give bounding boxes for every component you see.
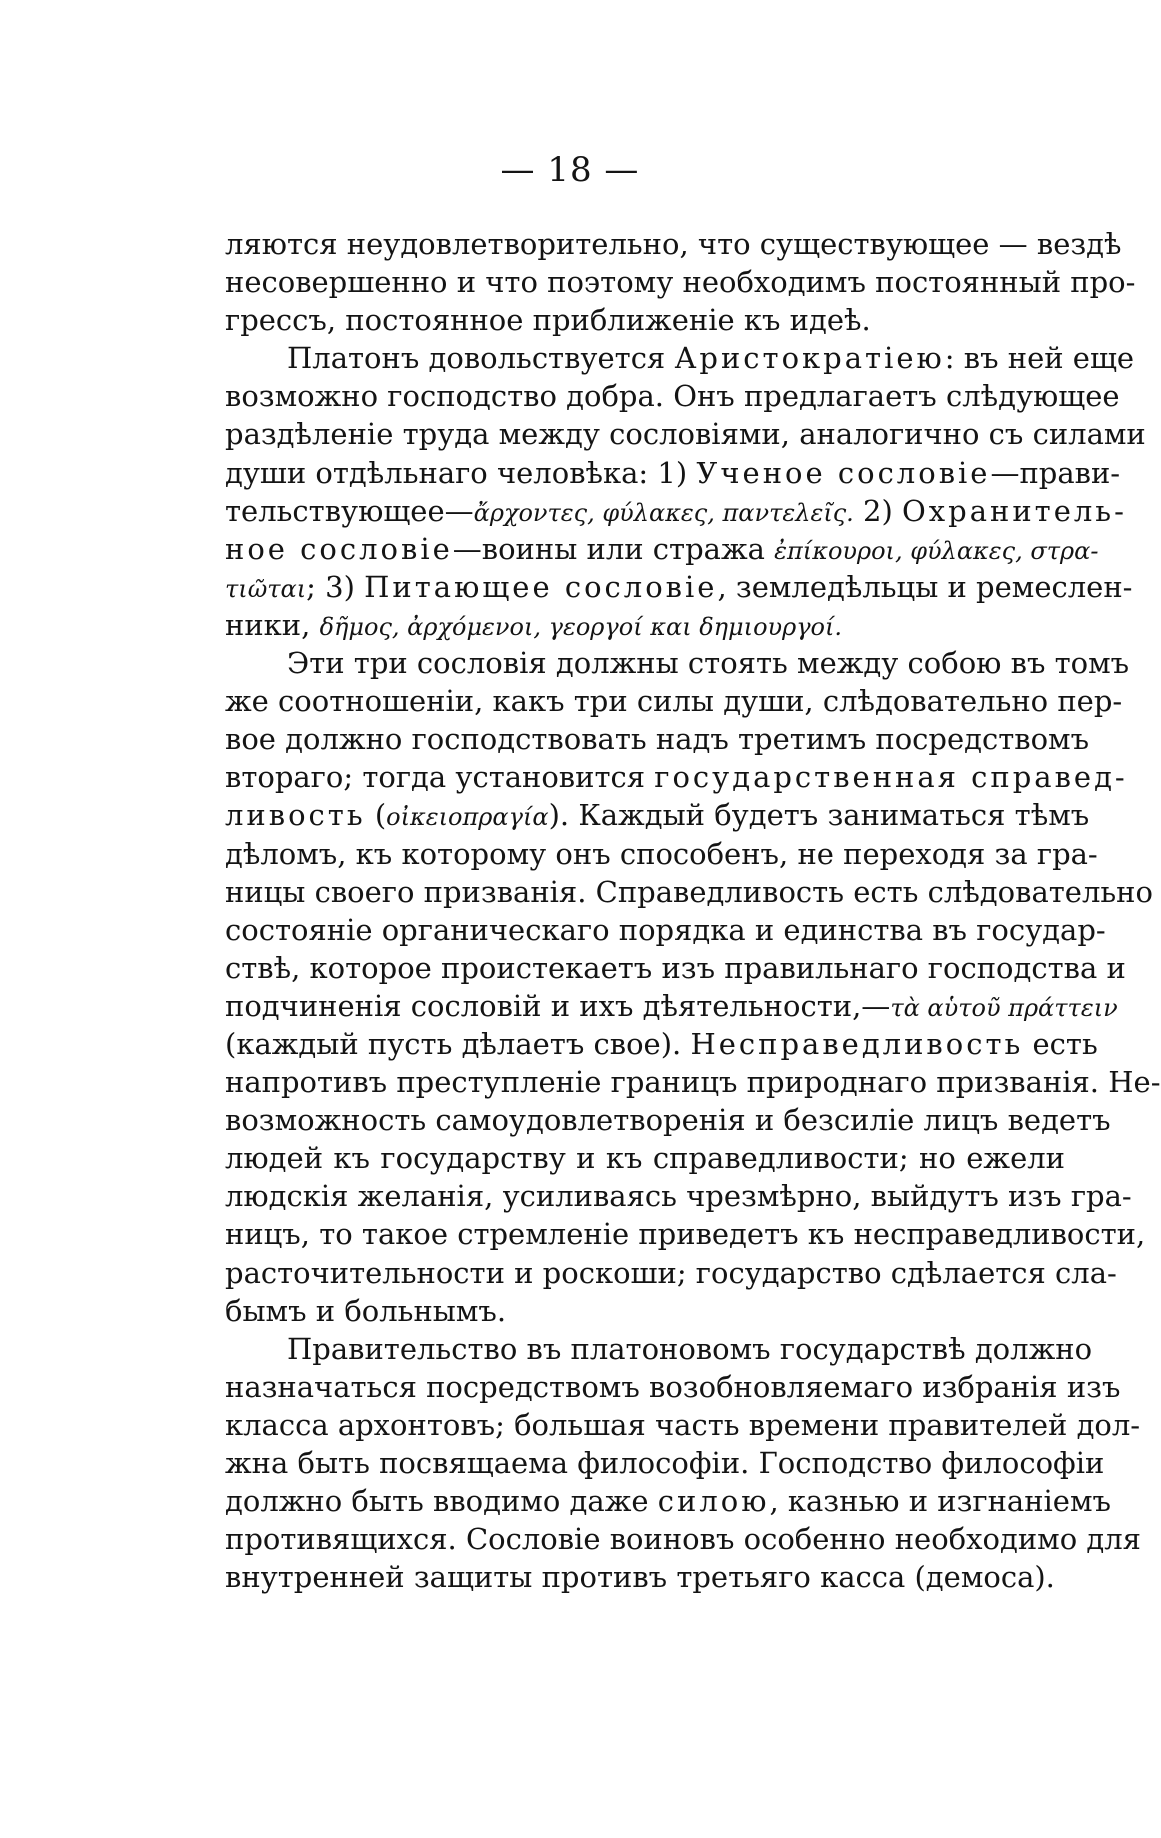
text-run: 2): [853, 493, 903, 528]
text-run: должно быть вводимо даже: [225, 1484, 658, 1519]
greek-phrase: ἐπίκουροι, φύλακες, στρα-: [774, 536, 1099, 565]
text-run: , земледѣльцы и ремеслен-: [717, 569, 1133, 604]
text-run: души отдѣльнаго человѣка: 1): [225, 455, 697, 490]
text-line: [225, 1101, 1111, 1139]
text-line: [225, 454, 1121, 492]
text-run: ; 3): [306, 569, 365, 604]
text-line: [225, 720, 1090, 758]
text-line: [225, 987, 1118, 1025]
text-line: [225, 1406, 1141, 1444]
text-line: [225, 606, 1065, 644]
text-line: [225, 1368, 1121, 1406]
greek-phrase: τιῶται: [225, 574, 307, 603]
text-line: [225, 492, 1127, 530]
text-line: [225, 1330, 1093, 1368]
body-text: [225, 225, 1161, 1596]
text-run: вое должно господствовать надъ третимъ посредствомъ: [225, 722, 1090, 757]
text-run: (: [365, 798, 387, 833]
text-run: несовершенно и что поэтому необходимъ постоянный про-: [225, 265, 1136, 300]
text-line: [225, 1482, 1111, 1520]
text-line: [225, 568, 1133, 606]
text-run: Эти три сословія должны стоять между собою въ томъ: [287, 646, 1130, 681]
text-run: Платонъ довольствуется: [287, 341, 675, 376]
text-run: тельствующее—: [225, 493, 474, 528]
text-run: назначаться посредствомъ возобновляемаго избранія изъ: [225, 1369, 1121, 1404]
greek-phrase: οἰκειοπραγία: [386, 803, 549, 832]
text-line: [225, 682, 1123, 720]
text-run: людскія желанія, усиливаясь чрезмѣрно, выйдутъ изъ гра-: [225, 1179, 1132, 1214]
text-line: [225, 835, 1098, 873]
text-line: [225, 1215, 1146, 1253]
text-run: напротивъ преступленіе границъ природнаго призванія. Не-: [225, 1065, 1161, 1100]
text-line: [225, 1177, 1132, 1215]
text-run: ники,: [225, 607, 320, 642]
text-run: внутренней защиты противъ третьяго касса (демоса).: [225, 1560, 1055, 1595]
text-line: [225, 1292, 1065, 1330]
emphasized-term: Несправедливость: [690, 1026, 1024, 1061]
text-run: есть: [1023, 1026, 1098, 1061]
text-run: жна быть посвящаема философіи. Господство философіи: [225, 1446, 1105, 1480]
text-line: [225, 1254, 1117, 1292]
text-line: [225, 339, 1135, 377]
emphasized-term: Охранитель-: [902, 493, 1127, 528]
text-run: дѣломъ, къ которому онъ способенъ, не переходя за гра-: [225, 836, 1098, 871]
text-run: втораго; тогда установится: [225, 760, 655, 795]
text-run: Правительство въ платоновомъ государствѣ должно: [287, 1331, 1093, 1366]
emphasized-term: Ученое сословіе: [696, 455, 991, 490]
text-run: ницы своего призванія. Справедливость есть слѣдовательно: [225, 874, 1153, 909]
text-run: ствѣ, которое проистекаетъ изъ правильнаго господства и: [225, 950, 1126, 985]
text-line: [225, 225, 1122, 263]
emphasized-term: силою: [657, 1484, 770, 1519]
emphasized-term: государственная справед-: [654, 760, 1128, 795]
text-line: [225, 1558, 1065, 1596]
text-run: класса архонтовъ; большая часть времени правителей дол-: [225, 1407, 1141, 1442]
text-run: противящихся. Сословіе воиновъ особенно необходимо для: [225, 1522, 1141, 1557]
text-run: , казнью и изгнаніемъ: [769, 1484, 1111, 1519]
text-line: [225, 263, 1136, 301]
text-run: расточительности и роскоши; государство сдѣлается сла-: [225, 1255, 1117, 1290]
text-run: (каждый пусть дѣлаетъ свое).: [225, 1026, 691, 1061]
text-line: [225, 758, 1128, 796]
text-run: людей къ государству и къ справедливости; но ежели: [225, 1141, 1065, 1176]
text-line: [225, 1025, 1098, 1063]
text-line: [225, 911, 1106, 949]
text-run: возможно господство добра. Онъ предлагаетъ слѣдующее: [225, 379, 1120, 414]
text-run: : въ ней еще: [944, 341, 1135, 376]
text-line: [225, 1444, 1105, 1482]
text-line: [225, 1063, 1161, 1101]
emphasized-term: Питающее сословіе: [364, 569, 718, 604]
greek-phrase: δῆμος, ἀρχόμενοι, γεοργοί και δημιουργοί.: [319, 612, 843, 641]
text-run: ляются неудовлетворительно, что существующее — вездѣ: [225, 227, 1122, 261]
text-run: же соотношеніи, какъ три силы души, слѣдовательно пер-: [225, 684, 1123, 719]
text-line: [225, 796, 1090, 834]
text-run: состояніе органическаго порядка и единства въ государ-: [225, 912, 1106, 947]
greek-phrase: ἄρχοντες, φύλακες, παντελεῖς.: [473, 498, 854, 527]
emphasized-term: Аристократіею: [674, 341, 945, 376]
text-run: ). Каждый будетъ заниматься тѣмъ: [548, 798, 1090, 833]
greek-phrase: τὰ αὑτοῦ πράττειν: [890, 993, 1118, 1022]
text-line: [225, 1520, 1141, 1558]
text-run: раздѣленіе труда между сословіями, аналогично съ силами: [225, 417, 1146, 452]
text-line: [225, 301, 1065, 339]
text-run: —прави-: [990, 455, 1121, 490]
text-run: подчиненія сословій и ихъ дѣятельности,—: [225, 988, 891, 1023]
emphasized-term: ливость: [225, 798, 366, 833]
text-run: ницъ, то такое стремленіе приведетъ къ несправедливости,: [225, 1217, 1146, 1252]
text-line: [225, 377, 1120, 415]
text-run: бымъ и больнымъ.: [225, 1293, 507, 1328]
text-line: [225, 873, 1153, 911]
text-run: возможность самоудовлетворенія и безсиліе лицъ ведетъ: [225, 1103, 1111, 1138]
text-line: [225, 530, 1099, 568]
text-line: [225, 1139, 1065, 1177]
emphasized-term: ное сословіе: [225, 531, 453, 566]
text-line: [225, 644, 1130, 682]
text-run: —воины или стража: [452, 531, 775, 566]
text-run: грессъ, постоянное приближеніе къ идеѣ.: [225, 303, 871, 338]
text-line: [225, 949, 1126, 987]
page-number: — 18 —: [500, 150, 640, 190]
text-line: [225, 415, 1146, 453]
